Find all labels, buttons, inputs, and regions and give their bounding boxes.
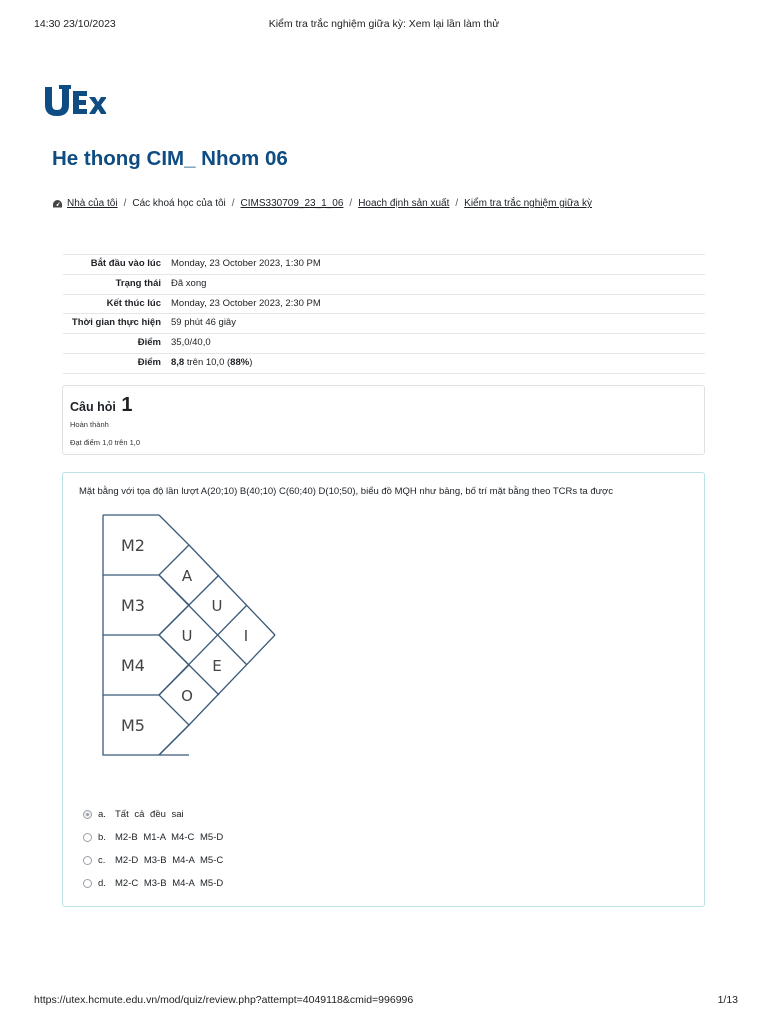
answer-letter: a. bbox=[98, 809, 106, 820]
summary-row bbox=[63, 294, 705, 314]
question-number bbox=[70, 394, 132, 417]
summary-label: Kết thúc lúc bbox=[63, 294, 167, 314]
question-grade: Đạt điểm 1,0 trên 1,0 bbox=[70, 438, 141, 447]
machine-label-m3: M3 bbox=[121, 596, 145, 615]
answer-text: M2-D M3-B M4-A M5-C bbox=[115, 855, 224, 866]
summary-value: 59 phút 46 giây bbox=[167, 314, 705, 334]
answer-option-c[interactable] bbox=[83, 849, 223, 872]
summary-value: Đã xong bbox=[167, 274, 705, 294]
summary-grade-value bbox=[167, 354, 705, 374]
relation-label: U bbox=[181, 627, 193, 645]
relationship-chart-diagram bbox=[99, 511, 279, 763]
question-info-box bbox=[62, 385, 705, 455]
breadcrumb-home[interactable]: Nhà của tôi bbox=[67, 198, 118, 209]
answer-text: Tất cả đều sai bbox=[115, 809, 184, 820]
answer-letter: b. bbox=[98, 832, 106, 843]
question-state: Hoàn thành bbox=[70, 420, 109, 429]
course-title: He thong CIM_ Nhom 06 bbox=[52, 147, 288, 170]
answer-option-a[interactable] bbox=[83, 803, 223, 826]
breadcrumb-section[interactable]: Hoach định sản xuất bbox=[358, 198, 450, 209]
summary-row bbox=[63, 354, 705, 374]
answer-radio[interactable] bbox=[83, 833, 92, 842]
summary-row bbox=[63, 314, 705, 334]
grade-percent: 88% bbox=[230, 357, 250, 369]
utex-logo[interactable] bbox=[44, 84, 106, 118]
answer-radio[interactable] bbox=[83, 856, 92, 865]
dashboard-icon bbox=[52, 199, 63, 209]
summary-value: Monday, 23 October 2023, 1:30 PM bbox=[167, 255, 705, 275]
relation-label: O bbox=[181, 687, 193, 705]
summary-row bbox=[63, 274, 705, 294]
print-datetime: 14:30 23/10/2023 bbox=[34, 18, 116, 30]
print-url: https://utex.hcmute.edu.vn/mod/quiz/review.php?attempt=4049118&cmid=996996 bbox=[34, 994, 414, 1006]
answer-letter: c. bbox=[98, 855, 106, 866]
print-page-number: 1/13 bbox=[717, 994, 738, 1006]
answer-options bbox=[83, 803, 223, 895]
summary-label: Trạng thái bbox=[63, 274, 167, 294]
breadcrumb-quiz[interactable]: Kiểm tra trắc nghiệm giữa kỳ bbox=[464, 198, 593, 209]
breadcrumb-separator: / bbox=[455, 198, 459, 209]
grade-close-paren: ) bbox=[249, 357, 253, 369]
grade-score: 8,8 bbox=[171, 357, 185, 369]
question-text: Mặt bằng với tọa độ lần lượt A(20;10) B(40;10) C(60;40) D(10;50), biểu đồ MQH như bảng, bố trí mặt bằng theo TCRs ta được bbox=[79, 486, 613, 497]
answer-radio[interactable] bbox=[83, 810, 92, 819]
print-page-title: Kiểm tra trắc nghiệm giữa kỳ: Xem lại lần làm thử bbox=[268, 18, 500, 30]
summary-row bbox=[63, 334, 705, 354]
answer-option-d[interactable] bbox=[83, 872, 223, 895]
relation-label: I bbox=[243, 627, 249, 645]
machine-label-m4: M4 bbox=[121, 656, 145, 675]
summary-value: Monday, 23 October 2023, 2:30 PM bbox=[167, 294, 705, 314]
machine-label-m2: M2 bbox=[121, 536, 145, 555]
relation-label: E bbox=[212, 657, 222, 675]
utex-logo-image bbox=[44, 84, 106, 118]
question-number-value: 1 bbox=[121, 394, 133, 416]
relation-label: A bbox=[181, 567, 193, 585]
breadcrumb-my-courses: Các khoá học của tôi bbox=[132, 198, 226, 209]
summary-label: Bắt đầu vào lúc bbox=[63, 255, 167, 275]
breadcrumb-separator: / bbox=[349, 198, 353, 209]
breadcrumb-course[interactable]: CIMS330709_23_1_06 bbox=[240, 198, 344, 209]
breadcrumb bbox=[52, 198, 592, 209]
summary-value: 35,0/40,0 bbox=[167, 334, 705, 354]
summary-row bbox=[63, 255, 705, 275]
answer-text: M2-C M3-B M4-A M5-D bbox=[115, 878, 224, 889]
question-label: Câu hỏi bbox=[70, 400, 116, 414]
grade-out-of: trên 10,0 ( bbox=[184, 357, 231, 369]
summary-label: Thời gian thực hiện bbox=[63, 314, 167, 334]
question-content-box bbox=[62, 472, 705, 907]
summary-label: Điểm bbox=[63, 354, 167, 374]
summary-label: Điểm bbox=[63, 334, 167, 354]
attempt-summary-table bbox=[63, 254, 705, 374]
relation-label: U bbox=[211, 597, 223, 615]
breadcrumb-separator: / bbox=[123, 198, 127, 209]
breadcrumb-separator: / bbox=[231, 198, 235, 209]
machine-label-m5: M5 bbox=[121, 716, 145, 735]
answer-text: M2-B M1-A M4-C M5-D bbox=[115, 832, 224, 843]
answer-option-b[interactable] bbox=[83, 826, 223, 849]
answer-letter: d. bbox=[98, 878, 106, 889]
answer-radio[interactable] bbox=[83, 879, 92, 888]
